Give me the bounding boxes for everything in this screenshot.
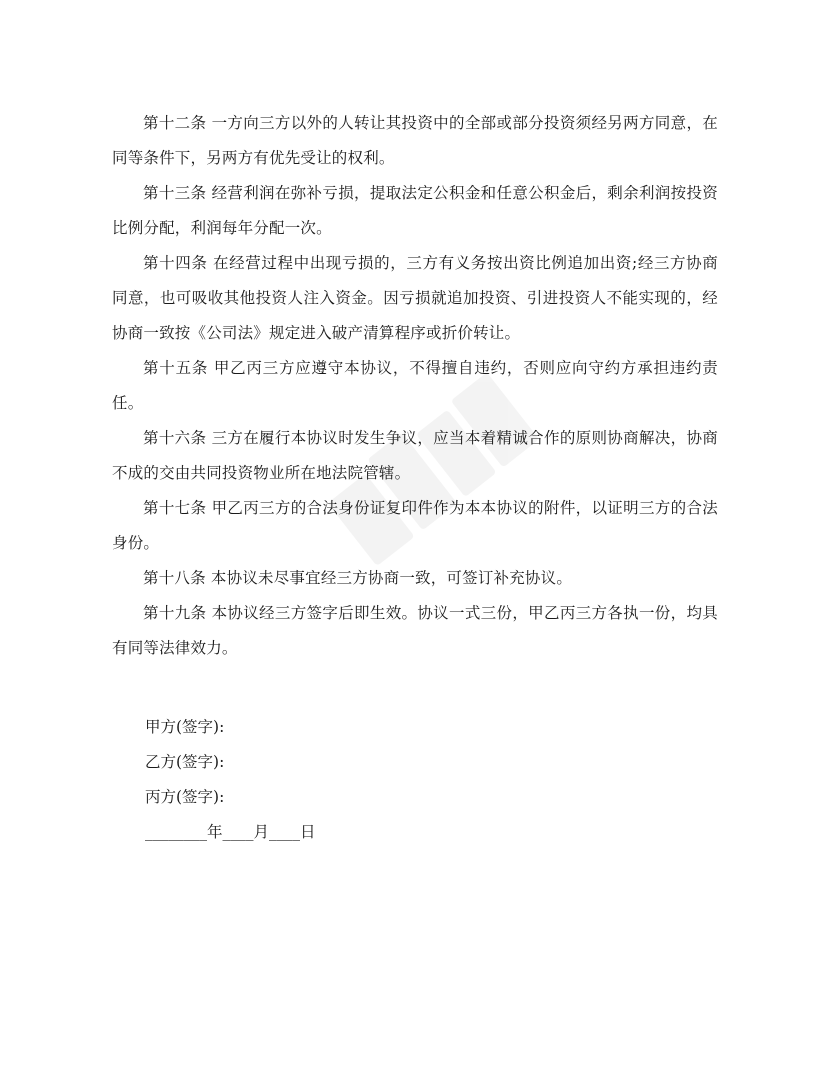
document-body xyxy=(112,106,718,666)
party-b-signature: 乙方(签字): xyxy=(145,753,225,771)
party-a-signature: 甲方(签字): xyxy=(145,718,225,736)
article-12: 第十二条 一方向三方以外的人转让其投资中的全部或部分投资须经另两方同意，在同等条件下，另两方有优先受让的权利。 xyxy=(112,114,718,167)
article-15: 第十五条 甲乙丙三方应遵守本协议，不得擅自违约，否则应向守约方承担违约责任。 xyxy=(112,359,718,412)
signature-block xyxy=(145,710,545,850)
article-14: 第十四条 在经营过程中出现亏损的，三方有义务按出资比例追加出资;经三方协商同意，也可吸收其他投资人注入资金。因亏损就追加投资、引进投资人不能实现的，经协商一致按《公司法》规定进入破产清算程序或折价转让。 xyxy=(112,254,718,342)
article-16: 第十六条 三方在履行本协议时发生争议，应当本着精诚合作的原则协商解决，协商不成的交由共同投资物业所在地法院管辖。 xyxy=(112,429,718,482)
article-13: 第十三条 经营利润在弥补亏损，提取法定公积金和任意公积金后，剩余利润按投资比例分配，利润每年分配一次。 xyxy=(112,184,718,237)
article-17: 第十七条 甲乙丙三方的合法身份证复印件作为本本协议的附件，以证明三方的合法身份。 xyxy=(112,499,718,552)
date-line: ________年____月____日 xyxy=(145,823,316,841)
party-c-signature: 丙方(签字): xyxy=(145,788,225,806)
article-19: 第十九条 本协议经三方签字后即生效。协议一式三份，甲乙丙三方各执一份，均具有同等法律效力。 xyxy=(112,604,718,657)
article-18: 第十八条 本协议未尽事宜经三方协商一致，可签订补充协议。 xyxy=(143,569,573,587)
